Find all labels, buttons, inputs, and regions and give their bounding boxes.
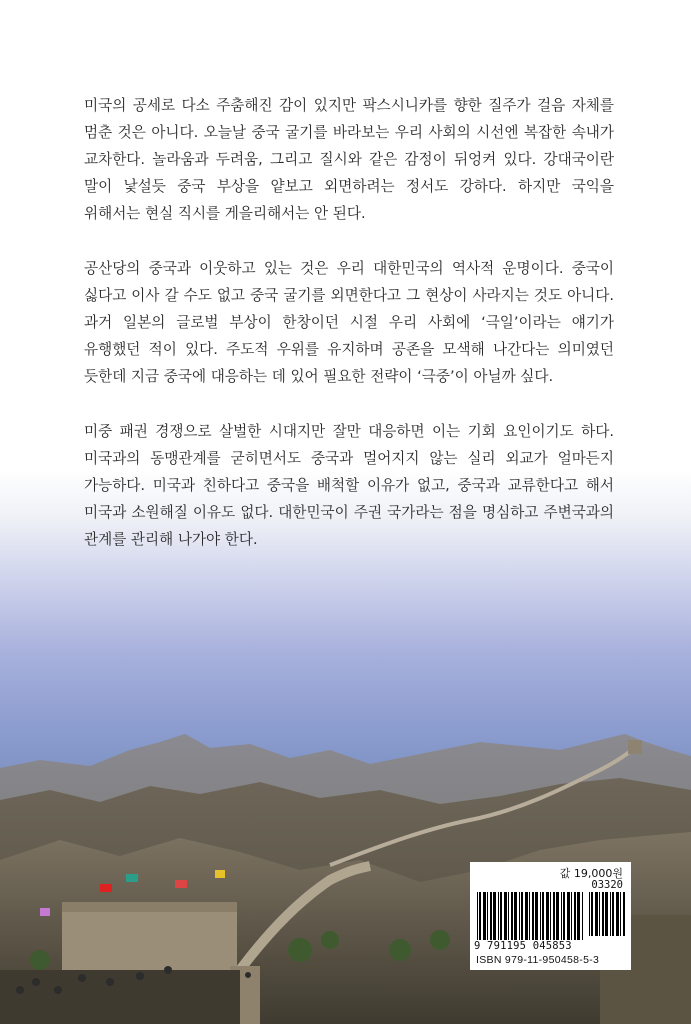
back-cover-text [84,92,614,581]
ean-digits: 9 791195 045853 [474,940,572,952]
watchtower-near [62,910,237,970]
addon-barcode [588,892,626,936]
paragraph-2: 공산당의 중국과 이웃하고 있는 것은 우리 대한민국의 역사적 운명이다. 중국이 싫다고 이사 갈 수도 없고 중국 굴기를 외면한다고 그 현상이 사라지는 것도 아니다. 과거 일본의 글로벌 부상이 한창이던 시절 우리 사회에 ‘극일’이라는 얘기가 유행했던 적이 있다. 주도적 우위를 유지하며 공존을 모색해 나간다는 의미였던 듯한데 지금 중국에 대응하는 데 있어 필요한 전략이 ‘극중’이 아닐까 싶다. [84,260,614,385]
watchtower-far [628,740,642,754]
price-label: 값 19,000원 [559,867,623,880]
paragraph-3: 미중 패권 경쟁으로 살벌한 시대지만 잘만 대응하면 이는 기회 요인이기도 하다. 미국과의 동맹관계를 굳히면서도 중국과 멀어지지 않는 실리 외교가 얼마든지 가능하다. 미국과 친하다고 중국을 배척할 이유가 없고, 중국과 교류한다고 해서 미국과 소원해질 이유도 없다. 대한민국이 주권 국가라는 점을 명심하고 주변국과의 관계를 관리해 나가야 한다. [84,423,614,548]
ean-barcode [476,892,584,940]
paragraph-1: 미국의 공세로 다소 주춤해진 감이 있지만 팍스시니카를 향한 질주가 걸음 자체를 멈춘 것은 아니다. 오늘날 중국 굴기를 바라보는 우리 사회의 시선엔 복잡한 속내가 교차한다. 놀라움과 두려움, 그리고 질시와 같은 감정이 뒤엉켜 있다. 강대국이란 말이 낯설듯 중국 부상을 얕보고 외면하려는 정서도 강하다. 하지만 국익을 위해서는 현실 직시를 게을리해서는 안 된다. [84,97,614,222]
barcode-box [470,862,631,970]
isbn-number: ISBN 979-11-950458-5-3 [476,954,600,966]
addon-code: 03320 [591,879,623,891]
